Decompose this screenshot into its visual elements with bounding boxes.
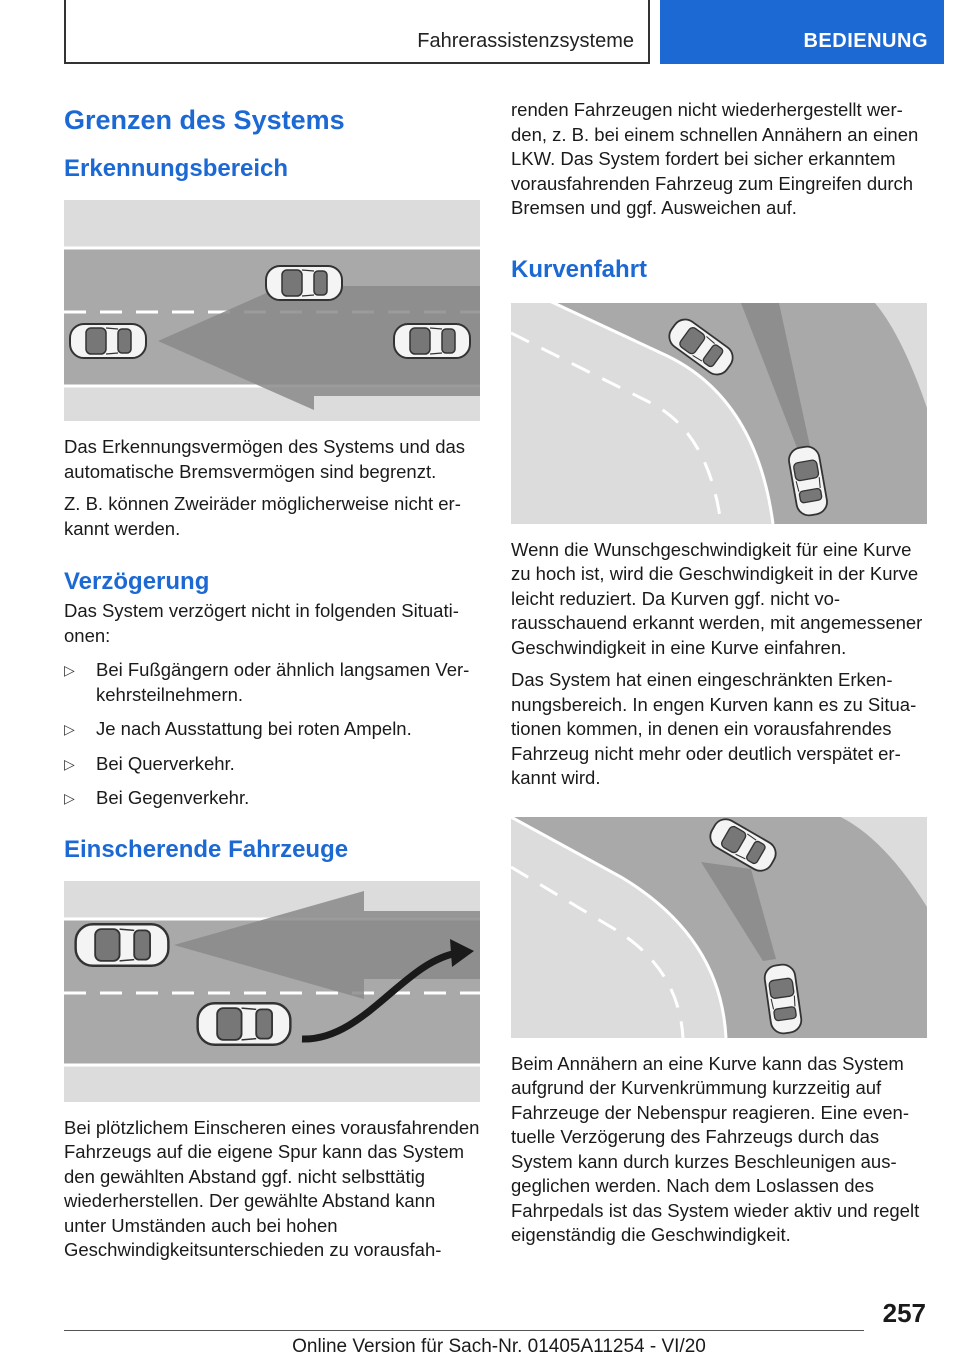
figure-kurvenfahrt-2	[511, 817, 927, 1038]
right-column	[511, 98, 927, 1248]
list-item: ▷ Je nach Ausstattung bei roten Ampeln.	[64, 717, 480, 742]
figure-kurvenfahrt-1	[511, 303, 927, 524]
heading-verzoegerung: Verzögerung	[64, 568, 210, 595]
list-item: ▷ Bei Fußgängern oder ähnlich langsamen Verkehrsteilnehmern.	[64, 659, 470, 705]
page-title: Grenzen des Systems	[64, 105, 345, 135]
heading-erkennungsbereich: Erkennungsbereich	[64, 155, 289, 182]
paragraph: Das Erkennungsvermögen des Systems und das automatische Bremsvermögen sind begrenzt.	[64, 436, 466, 482]
bullet-list	[64, 658, 480, 811]
paragraph: Wenn die Wunschgeschwindigkeit für eine Kurve zu hoch ist, wird die Geschwindigkeit in der Kurve leicht reduziert. Da Kurven ggf. nicht vorausschauend erkannt werden, mit angemessener Geschwindigkeit in eine Kurve einfahren.	[511, 538, 923, 658]
footer-text: Online Version für Sach-Nr. 01405A11254 - VI/20	[292, 1336, 706, 1357]
header-section-tab	[64, 0, 650, 64]
heading-kurvenfahrt: Kurvenfahrt	[511, 255, 648, 283]
heading-einscherende-fahrzeuge: Einscherende Fahrzeuge	[64, 835, 349, 863]
paragraph: Z. B. können Zweiräder möglicherweise nicht erkannt werden.	[64, 493, 461, 539]
header-chapter-tab	[660, 0, 944, 64]
triangle-bullet-icon: ▷	[64, 755, 75, 772]
triangle-bullet-icon: ▷	[64, 662, 75, 678]
paragraph: Bei plötzlichem Einscheren eines vorausfahrenden Fahrzeugs auf die eigene Spur kann das System den gewählten Abstand ggf. nicht selbsttätig wiederherstellen. Der gewählte Abstand kann unter Umständen auch bei hohen Geschwindigkeitsunterschieden zu vorausfah-	[64, 1116, 480, 1260]
triangle-bullet-icon: ▷	[64, 721, 75, 737]
paragraph: Das System verzögert nicht in folgenden Situationen:	[64, 600, 459, 646]
list-item: ▷ Bei Querverkehr.	[64, 752, 480, 777]
list-item: ▷ Bei Gegenverkehr.	[64, 786, 480, 811]
left-column	[64, 100, 480, 1263]
header-chapter-title: BEDIENUNG	[803, 30, 928, 52]
figure-erkennungsbereich	[64, 200, 480, 421]
paragraph: renden Fahrzeugen nicht wiederhergestellt werden, z. B. bei einem schnellen Annähern an einen LKW. Das System fordert bei sicher erkanntem vorausfahrenden Fahrzeug zum Eingreifen durch Bremsen und ggf. Ausweichen auf.	[511, 99, 919, 218]
triangle-bullet-icon: ▷	[64, 790, 75, 806]
paragraph: Beim Annähern an eine Kurve kann das System aufgrund der Kurvenkrümmung kurzzeitig auf Fahrzeuge der Nebenspur reagieren. Eine eventuelle Verzögerung des Fahrzeugs durch das System kann durch kurzes Beschleunigen ausgeglichen werden. Nach dem Loslassen des Fahrpedals ist das System wieder aktiv und regelt eigenständig die Geschwindigkeit.	[511, 1052, 920, 1245]
figure-einscherende-fahrzeuge	[64, 881, 480, 1102]
page-number: 257	[882, 1298, 926, 1328]
footer-divider	[64, 1330, 864, 1331]
header-section-title: Fahrerassistenzsysteme	[417, 30, 634, 52]
paragraph: Das System hat einen eingeschränkten Erkennungsbereich. In engen Kurven kann es zu Situationen kommen, in denen ein vorausfahrendes Fahrzeug nicht mehr oder deutlich verspätet erkannt wird.	[511, 669, 917, 788]
